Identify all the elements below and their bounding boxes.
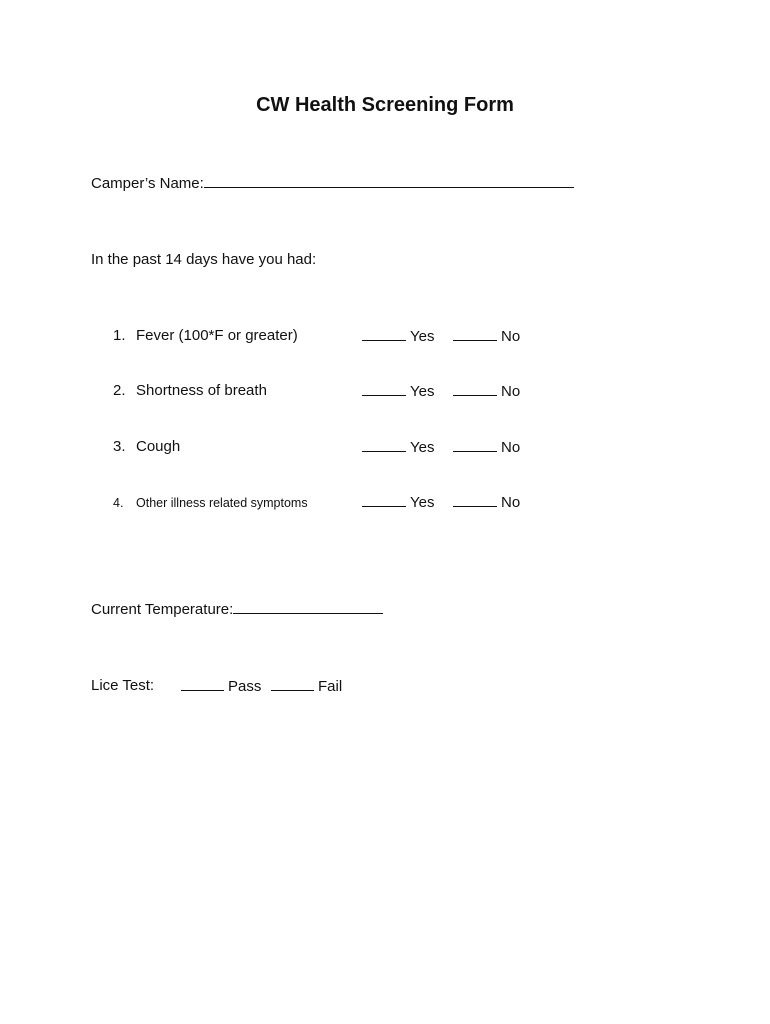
- yes-blank[interactable]: [362, 382, 406, 396]
- question-2: [113, 382, 267, 399]
- yes-blank[interactable]: [362, 327, 406, 341]
- no-label: No: [501, 383, 521, 400]
- question-4-no[interactable]: [453, 493, 520, 511]
- question-2-no[interactable]: [453, 382, 520, 400]
- question-1-no[interactable]: [453, 327, 520, 345]
- no-blank[interactable]: [453, 382, 497, 396]
- camper-name-row: [91, 174, 574, 192]
- no-blank[interactable]: [453, 493, 497, 507]
- question-label: Fever (100*F or greater): [136, 327, 298, 344]
- yes-label: Yes: [410, 328, 435, 345]
- question-4: [113, 494, 308, 511]
- yes-label: Yes: [410, 383, 435, 400]
- no-label: No: [501, 328, 521, 345]
- lice-test-label: Lice Test:: [91, 677, 155, 694]
- question-number: 4.: [113, 496, 124, 510]
- question-3: [113, 438, 180, 455]
- yes-blank[interactable]: [362, 438, 406, 452]
- no-blank[interactable]: [453, 438, 497, 452]
- fail-label: Fail: [318, 678, 343, 695]
- no-label: No: [501, 494, 521, 511]
- temperature-field[interactable]: [233, 600, 383, 614]
- lice-pass-option[interactable]: [181, 677, 261, 695]
- camper-name-field[interactable]: [204, 174, 574, 188]
- question-number: 2.: [113, 382, 126, 399]
- temperature-label: Current Temperature:: [91, 601, 234, 618]
- question-2-yes[interactable]: [362, 382, 434, 400]
- lice-fail-option[interactable]: [271, 677, 342, 695]
- yes-blank[interactable]: [362, 493, 406, 507]
- pass-label: Pass: [228, 678, 262, 695]
- no-label: No: [501, 439, 521, 456]
- question-1: [113, 327, 298, 344]
- yes-label: Yes: [410, 439, 435, 456]
- camper-name-label: Camper’s Name:: [91, 175, 204, 192]
- question-intro: In the past 14 days have you had:: [91, 251, 317, 268]
- question-label: Other illness related symptoms: [136, 496, 308, 510]
- question-3-yes[interactable]: [362, 438, 434, 456]
- form-title: CW Health Screening Form: [256, 94, 514, 116]
- question-3-no[interactable]: [453, 438, 520, 456]
- fail-blank[interactable]: [271, 677, 314, 691]
- yes-label: Yes: [410, 494, 435, 511]
- question-number: 3.: [113, 438, 126, 455]
- question-1-yes[interactable]: [362, 327, 434, 345]
- question-label: Cough: [136, 438, 181, 455]
- question-4-yes[interactable]: [362, 493, 434, 511]
- no-blank[interactable]: [453, 327, 497, 341]
- question-number: 1.: [113, 327, 126, 344]
- pass-blank[interactable]: [181, 677, 224, 691]
- question-label: Shortness of breath: [136, 382, 267, 399]
- lice-test-row: [91, 677, 154, 694]
- temperature-row: [91, 600, 383, 618]
